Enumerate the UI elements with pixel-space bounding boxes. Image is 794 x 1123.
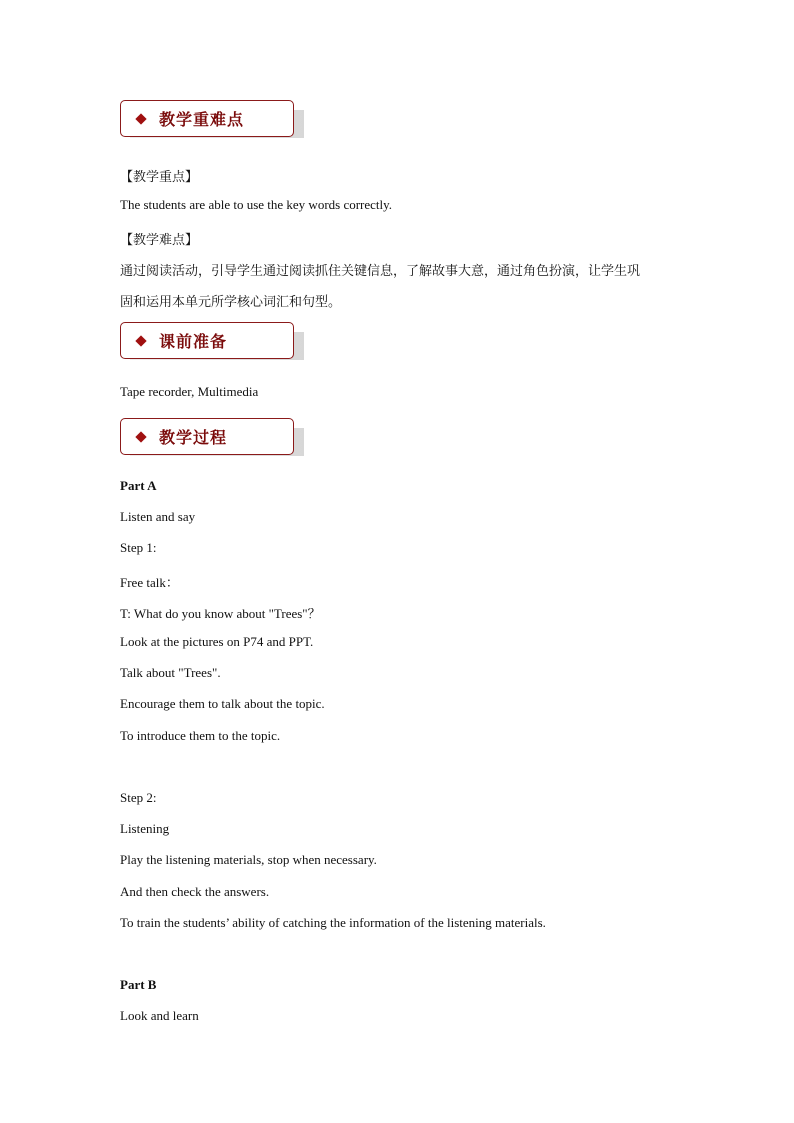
step-2: Step 2: (120, 790, 157, 805)
section-header-box (120, 100, 294, 137)
difficulty-text-line2: 固和运用本单元所学核心词汇和句型。 (120, 295, 342, 310)
talk-about-trees: Talk about "Trees". (120, 665, 221, 680)
listening: Listening (120, 821, 170, 836)
preparation-text: Tape recorder, Multimedia (120, 384, 259, 399)
section-title: 课前准备 (159, 332, 228, 351)
introduce-text: To introduce them to the topic. (120, 728, 281, 743)
train-text: To train the students’ ability of catching the information of the listening materials. (120, 915, 546, 930)
encourage-text: Encourage them to talk about the topic. (120, 696, 325, 711)
section-title: 教学重难点 (159, 110, 245, 129)
section-header-box (120, 322, 294, 359)
section-header-process (120, 418, 312, 460)
focus-text: The students are able to use the key words correctly. (120, 197, 393, 212)
section-title: 教学过程 (159, 428, 228, 447)
focus-label: 【教学重点】 (120, 170, 199, 185)
diamond-bullet-icon (135, 335, 146, 346)
look-and-learn: Look and learn (120, 1008, 199, 1023)
check-answers: And then check the answers. (120, 884, 270, 899)
look-at-pictures: Look at the pictures on P74 and PPT. (120, 634, 314, 649)
part-b-heading: Part B (120, 977, 157, 992)
play-materials: Play the listening materials, stop when necessary. (120, 852, 377, 867)
difficulty-label: 【教学难点】 (120, 233, 199, 248)
section-header-preparation (120, 322, 312, 364)
section-header-box (120, 418, 294, 455)
free-talk: Free talk： (120, 575, 179, 590)
step-1: Step 1: (120, 540, 157, 555)
diamond-bullet-icon (135, 113, 146, 124)
diamond-bullet-icon (135, 431, 146, 442)
section-header-key-points (120, 100, 312, 142)
part-a-heading: Part A (120, 478, 157, 493)
difficulty-text-line1: 通过阅读活动，引导学生通过阅读抓住关键信息，了解故事大意，通过角色扮演，让学生巩 (120, 264, 641, 279)
listen-say: Listen and say (120, 509, 196, 524)
teacher-question: T: What do you know about "Trees"？ (120, 606, 321, 621)
